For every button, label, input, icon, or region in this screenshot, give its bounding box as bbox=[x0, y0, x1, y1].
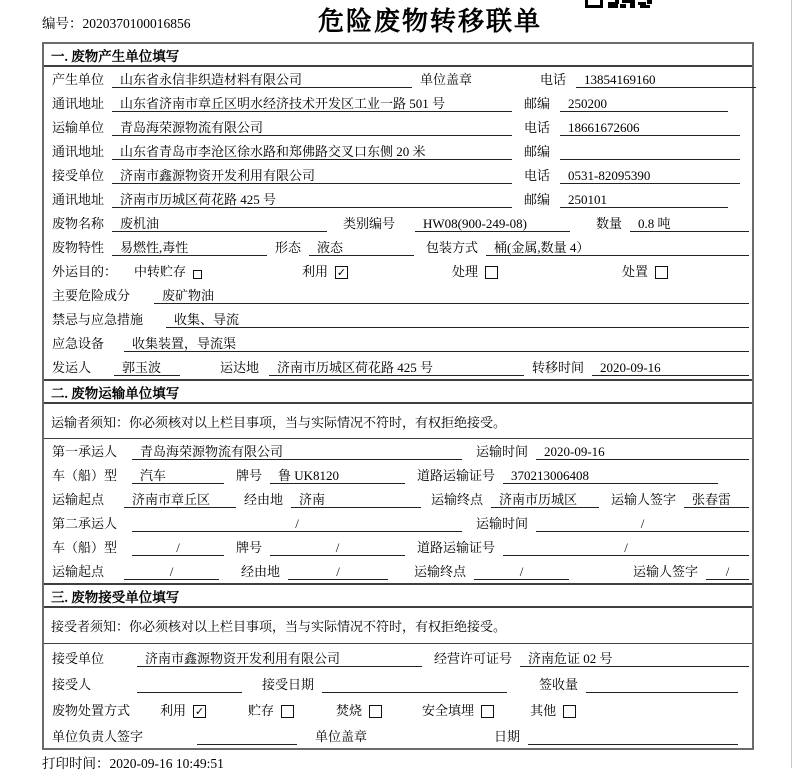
print-time bbox=[42, 752, 224, 772]
carrier-signature: 张春雷 bbox=[684, 491, 749, 508]
row-disposal-method bbox=[44, 696, 752, 722]
transporter-postcode bbox=[560, 143, 740, 160]
checkbox-landfill-icon bbox=[481, 705, 494, 718]
transport-time-2: / bbox=[536, 515, 749, 532]
carrier2-label: 第二承运人 bbox=[52, 516, 118, 531]
purpose-option-treat bbox=[452, 263, 498, 280]
row-route-1 bbox=[44, 487, 752, 511]
quantity-label: 数量 bbox=[596, 216, 623, 231]
hazard-value: 废矿物油 bbox=[154, 287, 749, 304]
disposal-option-store bbox=[248, 702, 294, 719]
qr-code-fragment-icon bbox=[585, 0, 652, 9]
license-label: 经营许可证号 bbox=[434, 651, 513, 666]
carrier-sign-label: 运输人签字 bbox=[633, 564, 699, 579]
address-label: 通讯地址 bbox=[52, 144, 105, 159]
row-acceptor bbox=[44, 670, 752, 696]
hazard-label: 主要危险成分 bbox=[52, 288, 131, 303]
section-1-header: 一. 废物产生单位填写 bbox=[44, 44, 752, 67]
receiver-phone: 0531-82095390 bbox=[560, 167, 740, 184]
row-transporter-address bbox=[44, 139, 752, 163]
route-end-label: 运输终点 bbox=[431, 492, 484, 507]
checkbox-treat-icon bbox=[485, 266, 498, 279]
postcode-label: 邮编 bbox=[524, 144, 551, 159]
row-taboo-measures bbox=[44, 307, 752, 331]
serial-value: 2020370100016856 bbox=[82, 16, 191, 31]
form-label: 形态 bbox=[275, 240, 302, 255]
plate-number: 鲁 UK8120 bbox=[270, 467, 405, 484]
purpose-option-storage bbox=[134, 263, 202, 280]
acceptor-label: 接受人 bbox=[52, 677, 92, 692]
row-waste-name bbox=[44, 211, 752, 235]
row-transporter bbox=[44, 115, 752, 139]
checkbox-utilize-icon: ✓ bbox=[336, 266, 347, 279]
producer-address: 山东省济南市章丘区明水经济技术开发区工业一路 501 号 bbox=[112, 95, 512, 112]
waste-traits-label: 废物特性 bbox=[52, 240, 105, 255]
plate-number-2: / bbox=[270, 539, 405, 556]
checkbox-store-icon bbox=[281, 705, 294, 718]
transport-time-label: 运输时间 bbox=[476, 444, 529, 459]
via-label: 经由地 bbox=[241, 564, 281, 579]
waste-name-label: 废物名称 bbox=[52, 216, 105, 231]
receiver-postcode: 250101 bbox=[560, 191, 728, 208]
seal-date bbox=[528, 728, 738, 745]
row-transfer-purpose bbox=[44, 259, 752, 283]
receiver-value: 济南市鑫源物资开发利用有限公司 bbox=[112, 167, 512, 184]
dispatcher-label: 发运人 bbox=[52, 360, 92, 375]
destination-label: 运达地 bbox=[220, 360, 260, 375]
seal-label: 单位盖章 bbox=[420, 72, 473, 87]
page-edge-divider bbox=[791, 0, 792, 768]
row-receiver-address bbox=[44, 187, 752, 211]
receiver-address: 济南市历城区荷花路 425 号 bbox=[112, 191, 512, 208]
route-start-2: / bbox=[124, 563, 219, 580]
transporter-address: 山东省青岛市李沧区徐水路和郑佛路交叉口东侧 20 米 bbox=[112, 143, 512, 160]
checkbox-storage-icon bbox=[193, 270, 202, 279]
section-3-header: 三. 废物接受单位填写 bbox=[44, 583, 752, 608]
phone-label: 电话 bbox=[540, 72, 567, 87]
row-accept-unit bbox=[44, 644, 752, 670]
postcode-label: 邮编 bbox=[524, 192, 551, 207]
transporter-label: 运输单位 bbox=[52, 120, 105, 135]
transporter-notice: 运输者须知：你必须核对以上栏目事项，当与实际情况不符时，有权拒绝接受。 bbox=[44, 404, 752, 439]
option-label: 焚烧 bbox=[336, 703, 363, 718]
row-waste-traits bbox=[44, 235, 752, 259]
accept-unit: 济南市鑫源物资开发利用有限公司 bbox=[137, 650, 422, 667]
document-header bbox=[0, 0, 796, 42]
serial-number bbox=[42, 12, 191, 32]
carrier-sign-label: 运输人签字 bbox=[611, 492, 677, 507]
option-label: 处理 bbox=[452, 264, 479, 279]
acceptor-name bbox=[137, 676, 242, 693]
disposal-option-incinerate bbox=[336, 702, 382, 719]
packaging: 桶(金属,数量 4） bbox=[486, 239, 749, 256]
option-label: 处置 bbox=[622, 264, 649, 279]
packaging-label: 包装方式 bbox=[426, 240, 479, 255]
route-end: 济南市历城区 bbox=[491, 491, 599, 508]
checkbox-dispose-icon bbox=[655, 266, 668, 279]
purpose-option-utilize bbox=[302, 263, 348, 280]
via-label: 经由地 bbox=[244, 492, 284, 507]
route-via: 济南 bbox=[291, 491, 421, 508]
transporter-value: 青岛海荣源物流有限公司 bbox=[112, 119, 512, 136]
road-permit-label: 道路运输证号 bbox=[417, 540, 496, 555]
category-code-label: 类别编号 bbox=[343, 216, 396, 231]
road-permit: 370213006408 bbox=[503, 467, 718, 484]
checkbox-incinerate-icon bbox=[369, 705, 382, 718]
transfer-time-label: 转移时间 bbox=[532, 360, 585, 375]
taboo-label: 禁忌与应急措施 bbox=[52, 312, 144, 327]
phone-label: 电话 bbox=[524, 120, 551, 135]
producer-label: 产生单位 bbox=[52, 72, 105, 87]
purpose-label: 外运目的： bbox=[52, 264, 118, 279]
row-receiver bbox=[44, 163, 752, 187]
taboo-value: 收集、导流 bbox=[166, 311, 749, 328]
license-number: 济南危证 02 号 bbox=[520, 650, 749, 667]
address-label: 通讯地址 bbox=[52, 192, 105, 207]
plate-label: 牌号 bbox=[236, 468, 263, 483]
row-emergency-equipment bbox=[44, 331, 752, 355]
received-qty bbox=[586, 676, 738, 693]
receiver-notice: 接受者须知：你必须核对以上栏目事项，当与实际情况不符时，有权拒绝接受。 bbox=[44, 608, 752, 644]
disposal-option-utilize bbox=[160, 702, 206, 719]
vehicle-type-label: 车（船）型 bbox=[52, 540, 118, 555]
waste-traits: 易燃性,毒性 bbox=[112, 239, 267, 256]
phone-label: 电话 bbox=[524, 168, 551, 183]
option-label: 贮存 bbox=[248, 703, 275, 718]
row-vehicle-2 bbox=[44, 535, 752, 559]
accept-date bbox=[322, 676, 507, 693]
address-label: 通讯地址 bbox=[52, 96, 105, 111]
checkbox-other-icon bbox=[563, 705, 576, 718]
row-hazard-components bbox=[44, 283, 752, 307]
vehicle-type-label: 车（船）型 bbox=[52, 468, 118, 483]
row-vehicle-1 bbox=[44, 463, 752, 487]
option-label: 安全填埋 bbox=[422, 703, 475, 718]
receiver-label: 接受单位 bbox=[52, 168, 105, 183]
row-responsible-signature bbox=[44, 722, 752, 748]
date-label: 日期 bbox=[494, 729, 521, 744]
row-carrier-1 bbox=[44, 439, 752, 463]
option-label: 利用 bbox=[302, 264, 329, 279]
road-permit-label: 道路运输证号 bbox=[417, 468, 496, 483]
route-end-2: / bbox=[474, 563, 569, 580]
accept-unit-label: 接受单位 bbox=[52, 651, 105, 666]
equipment-value: 收集装置，导流渠 bbox=[124, 335, 749, 352]
route-via-2: / bbox=[288, 563, 388, 580]
transport-time-label: 运输时间 bbox=[476, 516, 529, 531]
responsible-sign-label: 单位负责人签字 bbox=[52, 729, 144, 744]
road-permit-2: / bbox=[503, 539, 749, 556]
row-carrier-2 bbox=[44, 511, 752, 535]
transport-time: 2020-09-16 bbox=[536, 443, 749, 460]
category-code: HW08(900-249-08) bbox=[415, 215, 570, 232]
disposal-label: 废物处置方式 bbox=[52, 703, 131, 718]
route-end-label: 运输终点 bbox=[414, 564, 467, 579]
transfer-time: 2020-09-16 bbox=[592, 359, 749, 376]
serial-label: 编号： bbox=[42, 16, 83, 31]
dispatcher-name: 郭玉波 bbox=[114, 359, 180, 376]
purpose-option-dispose bbox=[622, 263, 668, 280]
option-label: 其他 bbox=[530, 703, 557, 718]
destination: 济南市历城区荷花路 425 号 bbox=[269, 359, 524, 376]
plate-label: 牌号 bbox=[236, 540, 263, 555]
page-title: 危险废物转移联单 bbox=[318, 7, 543, 36]
received-qty-label: 签收量 bbox=[539, 677, 579, 692]
producer-postcode: 250200 bbox=[560, 95, 728, 112]
row-route-2 bbox=[44, 559, 752, 583]
print-time-value: 2020-09-16 10:49:51 bbox=[109, 756, 224, 771]
carrier1-name: 青岛海荣源物流有限公司 bbox=[132, 443, 462, 460]
row-producer bbox=[44, 67, 752, 91]
equipment-label: 应急设备 bbox=[52, 336, 105, 351]
print-time-label: 打印时间： bbox=[42, 756, 110, 771]
option-label: 中转贮存 bbox=[134, 264, 187, 279]
disposal-option-landfill bbox=[422, 702, 494, 719]
carrier1-label: 第一承运人 bbox=[52, 444, 118, 459]
route-start: 济南市章丘区 bbox=[124, 491, 236, 508]
checkbox-utilize-icon: ✓ bbox=[194, 705, 205, 718]
unit-seal-label: 单位盖章 bbox=[315, 729, 368, 744]
responsible-signature bbox=[197, 728, 297, 745]
manifest-form bbox=[42, 42, 754, 750]
waste-form: 液态 bbox=[309, 239, 414, 256]
accept-date-label: 接受日期 bbox=[262, 677, 315, 692]
row-dispatch bbox=[44, 355, 752, 379]
section-2-header: 二. 废物运输单位填写 bbox=[44, 379, 752, 404]
route-start-label: 运输起点 bbox=[52, 492, 105, 507]
vehicle-type-2: / bbox=[132, 539, 224, 556]
quantity: 0.8 吨 bbox=[630, 215, 749, 232]
transporter-phone: 18661672606 bbox=[560, 119, 740, 136]
option-label: 利用 bbox=[160, 703, 187, 718]
producer-phone: 13854169160 bbox=[576, 71, 756, 88]
carrier2-name: / bbox=[132, 515, 462, 532]
route-start-label: 运输起点 bbox=[52, 564, 105, 579]
postcode-label: 邮编 bbox=[524, 96, 551, 111]
producer-value: 山东省永信非织造材料有限公司 bbox=[112, 71, 412, 88]
carrier-signature-2: / bbox=[706, 563, 749, 580]
vehicle-type: 汽车 bbox=[132, 467, 224, 484]
waste-name: 废机油 bbox=[112, 215, 327, 232]
row-producer-address bbox=[44, 91, 752, 115]
disposal-option-other bbox=[530, 702, 576, 719]
